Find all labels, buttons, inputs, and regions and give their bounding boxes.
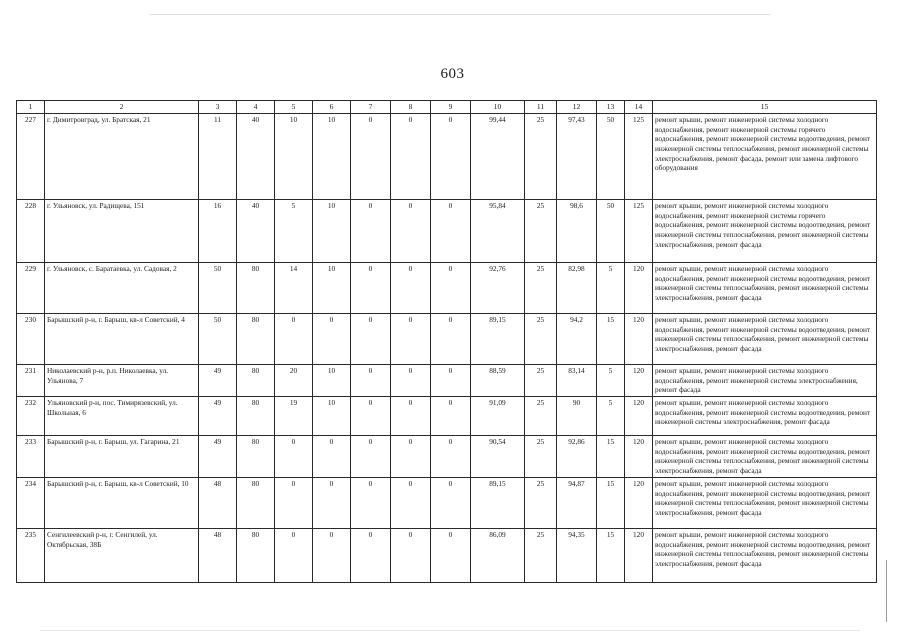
- column-header: 1: [17, 101, 45, 114]
- value-cell: 49: [199, 397, 237, 436]
- value-cell: 82,98: [557, 262, 597, 313]
- value-cell: 25: [525, 436, 557, 478]
- value-cell: 50: [199, 313, 237, 364]
- repair-table: [16, 100, 877, 583]
- value-cell: 0: [431, 199, 471, 262]
- value-cell: 80: [237, 364, 275, 396]
- value-cell: 90,54: [471, 436, 525, 478]
- address-cell: Ульяновский р-н, пос. Тимирязевский, ул. Школьная, 6: [45, 397, 199, 436]
- value-cell: 80: [237, 477, 275, 528]
- address-cell: Барышский р-н, г. Барыш, ул. Гагарина, 21: [45, 436, 199, 478]
- value-cell: 0: [391, 199, 431, 262]
- value-cell: 0: [391, 313, 431, 364]
- value-cell: 80: [237, 262, 275, 313]
- value-cell: 95,84: [471, 199, 525, 262]
- value-cell: 10: [313, 262, 351, 313]
- value-cell: 5: [275, 199, 313, 262]
- value-cell: 0: [275, 313, 313, 364]
- work-list-cell: ремонт крыши, ремонт инженерной системы холодного водоснабжения, ремонт инженерной системы горячего водоснабжения, ремонт инженерной системы водоотведения, ремонт инженерной системы теплоснабжения, ремонт инженерной системы электроснабжения, ремонт фасада: [653, 199, 877, 262]
- value-cell: 40: [237, 113, 275, 199]
- value-cell: 89,15: [471, 477, 525, 528]
- row-number: 230: [17, 313, 45, 364]
- scan-mark-bottom: [40, 630, 860, 631]
- value-cell: 0: [391, 113, 431, 199]
- value-cell: 80: [237, 436, 275, 478]
- row-number: 235: [17, 528, 45, 582]
- value-cell: 94,2: [557, 313, 597, 364]
- address-cell: г. Ульяновск, ул. Радищева, 151: [45, 199, 199, 262]
- value-cell: 120: [625, 528, 653, 582]
- table-row: [17, 397, 877, 436]
- column-header: 13: [597, 101, 625, 114]
- value-cell: 49: [199, 364, 237, 396]
- value-cell: 120: [625, 364, 653, 396]
- table-row: [17, 436, 877, 478]
- value-cell: 0: [313, 528, 351, 582]
- value-cell: 88,59: [471, 364, 525, 396]
- value-cell: 80: [237, 313, 275, 364]
- table-row: [17, 199, 877, 262]
- value-cell: 20: [275, 364, 313, 396]
- value-cell: 86,09: [471, 528, 525, 582]
- value-cell: 0: [391, 528, 431, 582]
- value-cell: 0: [351, 397, 391, 436]
- row-number: 229: [17, 262, 45, 313]
- column-header: 6: [313, 101, 351, 114]
- work-list-cell: ремонт крыши, ремонт инженерной системы холодного водоснабжения, ремонт инженерной системы водоотведения, ремонт инженерной системы теплоснабжения, ремонт инженерной системы электроснабжения, ремонт фасада: [653, 477, 877, 528]
- value-cell: 49: [199, 436, 237, 478]
- value-cell: 15: [597, 313, 625, 364]
- value-cell: 0: [313, 477, 351, 528]
- value-cell: 25: [525, 113, 557, 199]
- column-header: 3: [199, 101, 237, 114]
- value-cell: 0: [351, 436, 391, 478]
- row-number: 233: [17, 436, 45, 478]
- row-number: 231: [17, 364, 45, 396]
- value-cell: 50: [597, 199, 625, 262]
- value-cell: 99,44: [471, 113, 525, 199]
- value-cell: 92,86: [557, 436, 597, 478]
- value-cell: 5: [597, 262, 625, 313]
- value-cell: 0: [313, 436, 351, 478]
- column-header: 5: [275, 101, 313, 114]
- value-cell: 11: [199, 113, 237, 199]
- address-cell: г. Димитровград, ул. Братская, 21: [45, 113, 199, 199]
- value-cell: 0: [391, 397, 431, 436]
- value-cell: 0: [431, 477, 471, 528]
- value-cell: 91,09: [471, 397, 525, 436]
- value-cell: 0: [391, 262, 431, 313]
- value-cell: 10: [275, 113, 313, 199]
- scan-edge-line: [886, 560, 887, 622]
- table-row: [17, 364, 877, 396]
- scan-mark-top: [150, 14, 770, 15]
- value-cell: 125: [625, 199, 653, 262]
- header-row: [17, 101, 877, 114]
- work-list-cell: ремонт крыши, ремонт инженерной системы холодного водоснабжения, ремонт инженерной системы горячего водоснабжения, ремонт инженерной системы водоотведения, ремонт инженерной системы теплоснабжения, ремонт инженерной системы электроснабжения, ремонт фасада, ремонт или замена лифтового оборудования: [653, 113, 877, 199]
- value-cell: 120: [625, 313, 653, 364]
- value-cell: 0: [431, 364, 471, 396]
- value-cell: 15: [597, 528, 625, 582]
- value-cell: 25: [525, 262, 557, 313]
- value-cell: 25: [525, 477, 557, 528]
- value-cell: 125: [625, 113, 653, 199]
- value-cell: 0: [391, 364, 431, 396]
- value-cell: 48: [199, 528, 237, 582]
- table-row: [17, 113, 877, 199]
- value-cell: 0: [313, 313, 351, 364]
- page-number: 603: [440, 66, 465, 82]
- value-cell: 0: [431, 528, 471, 582]
- column-header: 8: [391, 101, 431, 114]
- column-header: 15: [653, 101, 877, 114]
- value-cell: 0: [351, 528, 391, 582]
- value-cell: 10: [313, 199, 351, 262]
- value-cell: 0: [275, 477, 313, 528]
- value-cell: 50: [199, 262, 237, 313]
- value-cell: 19: [275, 397, 313, 436]
- work-list-cell: ремонт крыши, ремонт инженерной системы холодного водоснабжения, ремонт инженерной системы водоотведения, ремонт инженерной системы теплоснабжения, ремонт инженерной системы электроснабжения, ремонт фасада: [653, 436, 877, 478]
- value-cell: 0: [351, 262, 391, 313]
- value-cell: 0: [431, 113, 471, 199]
- value-cell: 0: [351, 364, 391, 396]
- row-number: 228: [17, 199, 45, 262]
- row-number: 234: [17, 477, 45, 528]
- value-cell: 94,87: [557, 477, 597, 528]
- work-list-cell: ремонт крыши, ремонт инженерной системы холодного водоснабжения, ремонт инженерной системы водоотведения, ремонт инженерной системы теплоснабжения, ремонт инженерной системы электроснабжения, ремонт фасада: [653, 262, 877, 313]
- column-header: 11: [525, 101, 557, 114]
- work-list-cell: ремонт крыши, ремонт инженерной системы холодного водоснабжения, ремонт инженерной системы электроснабжения, ремонт фасада: [653, 364, 877, 396]
- value-cell: 83,14: [557, 364, 597, 396]
- value-cell: 120: [625, 477, 653, 528]
- column-header: 10: [471, 101, 525, 114]
- value-cell: 97,43: [557, 113, 597, 199]
- value-cell: 0: [431, 436, 471, 478]
- address-cell: Сенгилеевский р-н, г. Сенгилей, ул. Октябрьская, 38Б: [45, 528, 199, 582]
- value-cell: 5: [597, 397, 625, 436]
- value-cell: 0: [351, 113, 391, 199]
- value-cell: 25: [525, 199, 557, 262]
- value-cell: 90: [557, 397, 597, 436]
- column-header: 7: [351, 101, 391, 114]
- row-number: 232: [17, 397, 45, 436]
- value-cell: 25: [525, 364, 557, 396]
- address-cell: г. Ульяновск, с. Баратаевка, ул. Садовая, 2: [45, 262, 199, 313]
- table-row: [17, 528, 877, 582]
- value-cell: 120: [625, 436, 653, 478]
- value-cell: 0: [351, 477, 391, 528]
- value-cell: 0: [431, 313, 471, 364]
- value-cell: 80: [237, 528, 275, 582]
- column-header: 4: [237, 101, 275, 114]
- value-cell: 92,76: [471, 262, 525, 313]
- value-cell: 10: [313, 113, 351, 199]
- value-cell: 40: [237, 199, 275, 262]
- value-cell: 25: [525, 313, 557, 364]
- column-header: 2: [45, 101, 199, 114]
- row-number: 227: [17, 113, 45, 199]
- value-cell: 5: [597, 364, 625, 396]
- value-cell: 10: [313, 364, 351, 396]
- column-header: 9: [431, 101, 471, 114]
- value-cell: 48: [199, 477, 237, 528]
- table-row: [17, 262, 877, 313]
- value-cell: 0: [431, 397, 471, 436]
- value-cell: 120: [625, 262, 653, 313]
- value-cell: 25: [525, 528, 557, 582]
- work-list-cell: ремонт крыши, ремонт инженерной системы холодного водоснабжения, ремонт инженерной системы водоотведения, ремонт инженерной системы электроснабжения, ремонт фасада: [653, 397, 877, 436]
- value-cell: 0: [351, 313, 391, 364]
- value-cell: 89,15: [471, 313, 525, 364]
- value-cell: 80: [237, 397, 275, 436]
- address-cell: Барышский р-н, г. Барыш, кв-л Советский, 4: [45, 313, 199, 364]
- value-cell: 0: [351, 199, 391, 262]
- value-cell: 0: [391, 436, 431, 478]
- value-cell: 0: [391, 477, 431, 528]
- value-cell: 14: [275, 262, 313, 313]
- value-cell: 0: [431, 262, 471, 313]
- value-cell: 120: [625, 397, 653, 436]
- value-cell: 25: [525, 397, 557, 436]
- value-cell: 0: [275, 436, 313, 478]
- value-cell: 0: [275, 528, 313, 582]
- value-cell: 94,35: [557, 528, 597, 582]
- work-list-cell: ремонт крыши, ремонт инженерной системы холодного водоснабжения, ремонт инженерной системы водоотведения, ремонт инженерной системы теплоснабжения, ремонт инженерной системы электроснабжения, ремонт фасада: [653, 528, 877, 582]
- value-cell: 10: [313, 397, 351, 436]
- address-cell: Барышский р-н, г. Барыш, кв-л Советский, 10: [45, 477, 199, 528]
- value-cell: 16: [199, 199, 237, 262]
- column-header: 14: [625, 101, 653, 114]
- table-row: [17, 477, 877, 528]
- table-row: [17, 313, 877, 364]
- column-header: 12: [557, 101, 597, 114]
- value-cell: 98,6: [557, 199, 597, 262]
- address-cell: Николаевский р-н, р.п. Николаевка, ул. Ульянова, 7: [45, 364, 199, 396]
- value-cell: 50: [597, 113, 625, 199]
- work-list-cell: ремонт крыши, ремонт инженерной системы холодного водоснабжения, ремонт инженерной системы водоотведения, ремонт инженерной системы теплоснабжения, ремонт инженерной системы электроснабжения, ремонт фасада: [653, 313, 877, 364]
- value-cell: 15: [597, 477, 625, 528]
- value-cell: 15: [597, 436, 625, 478]
